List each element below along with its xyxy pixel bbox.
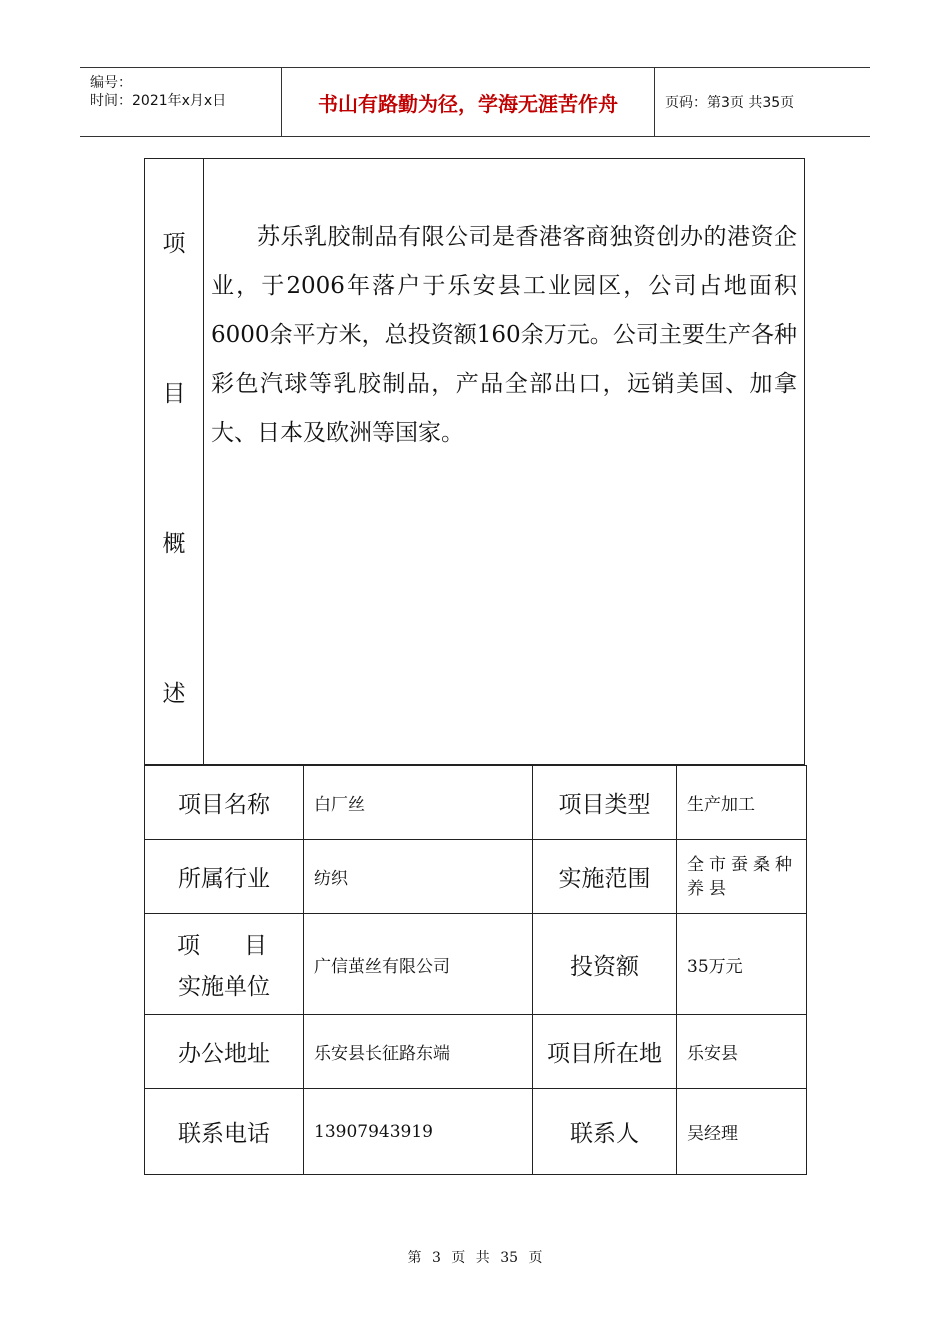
contact-label: 联系人 [533,1089,677,1175]
overview-label-char: 项 [162,231,186,257]
project-details-table [144,765,807,1175]
project-type-label: 项目类型 [533,766,677,840]
overview-text: 苏乐乳胶制品有限公司是香港客商独资创办的港资企业，于2006年落户于乐安县工业园区，公司占地面积6000余平方米，总投资额160余万元。公司主要生产各种彩色汽球等乳胶制品，产品全部出口，远销美国、加拿大、日本及欧洲等国家。 [211,224,797,446]
table-row [145,1089,807,1175]
implementing-unit-value: 广信茧丝有限公司 [304,914,533,1015]
address-label: 办公地址 [145,1015,304,1089]
header-page-code: 页码：第3页 共35页 [665,95,795,111]
table-row [145,840,807,914]
table-row [145,1015,807,1089]
industry-value: 纺织 [304,840,533,914]
header-motto: 书山有路勤为径，学海无涯苦作舟 [281,68,655,136]
project-overview-box [144,158,805,765]
project-type-value: 生产加工 [677,766,807,840]
table-row [145,766,807,840]
investment-label: 投资额 [533,914,677,1015]
implementing-unit-label-char: 目 [244,933,267,959]
overview-label-column [145,159,204,764]
industry-label: 所属行业 [145,840,304,914]
project-name-label: 项目名称 [145,766,304,840]
page-header [80,67,870,137]
phone-value: 13907943919 [304,1089,533,1175]
address-value: 乐安县长征路东端 [304,1015,533,1089]
scope-label: 实施范围 [533,840,677,914]
table-row [145,914,807,1015]
overview-label-char: 述 [162,681,186,707]
document-time-label: 时间：2021年x月x日 [90,93,227,109]
implementing-unit-label [145,914,304,1015]
header-meta [80,68,281,136]
document-number-label: 编号： [90,75,132,91]
location-value: 乐安县 [677,1015,807,1089]
phone-label: 联系电话 [145,1089,304,1175]
implementing-unit-label-line1 [145,927,303,960]
contact-value: 吴经理 [677,1089,807,1175]
overview-label-char: 概 [162,531,186,557]
implementing-unit-label-char: 项 [177,933,200,959]
implementing-unit-label-line2: 实施单位 [178,974,270,1000]
overview-label-char: 目 [162,381,186,407]
investment-value: 35万元 [677,914,807,1015]
scope-value: 全市蚕桑种养县 [677,840,807,914]
project-name-value: 白厂丝 [304,766,533,840]
page-footer: 第 3 页 共 35 页 [407,1250,543,1266]
location-label: 项目所在地 [533,1015,677,1089]
